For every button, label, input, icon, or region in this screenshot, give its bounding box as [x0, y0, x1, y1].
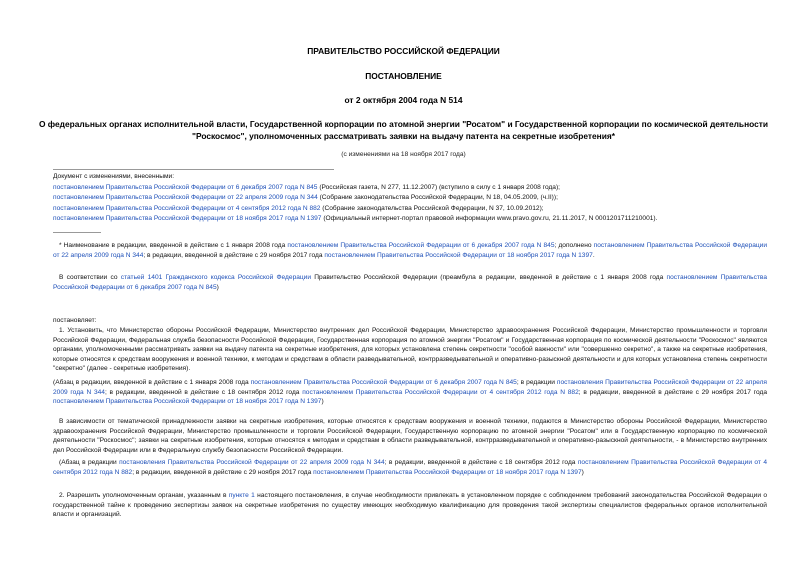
amendment-link[interactable]: постановлением Правительства Российской Федерации от 6 декабря 2007 года N 845	[53, 183, 318, 191]
amendment-link[interactable]: постановлением Правительства Российской Федерации от 18 ноября 2017 года N 1397	[53, 215, 322, 223]
changes-note: (с изменениями на 18 ноября 2017 года)	[341, 151, 466, 158]
amendment-item	[53, 214, 657, 225]
clause-1-paragraph: 1. Установить, что Министерство обороны Российской Федерации, Министерство внутренних дел Российской Федерации, Министерство здравоохранения Российской Федерации, Министерство промышленности и торговли Российской Федерации, Федеральная служба безопасности Российской Федерации, Государственная корпорация по атомной энергии "Росатом" и Государственная корпорация по космической деятельности "Роскосмос" являются органами, уполномоченными рассматривать заявки на выдачу патента на секретные изобретения, для которых установлена степень секретности "особой важности" или "совершенно секретно", а также на секретные изобретения, которые относятся к средствам вооружения и военной техники, к методам и средствам в области разведывательной, контрразведывательной и оперативно-разыскной деятельности и для которых установлена степень секретности "секретно" (далее - секретные изобретения).	[53, 327, 767, 373]
note-link-1397[interactable]: постановлением Правительства Российской Федерации от 18 ноября 2017 года N 1397	[313, 468, 582, 476]
footnote-text: ; в редакции, введенной в действие с 29 ноября 2017 года	[143, 251, 325, 259]
note-link-882[interactable]: постановлением Правительства Российской Федерации от 4 сентября 2012 года N 882	[53, 459, 767, 476]
note-text: (Абзац в редакции, введенной в действие с 1 января 2008 года	[53, 379, 251, 386]
note-link-1397[interactable]: постановлением Правительства Российской Федерации от 18 ноября 2017 года N 1397	[53, 398, 322, 406]
note-text: )	[321, 398, 324, 406]
civil-code-article-link[interactable]: статьей 1401 Гражданского кодекса Российской Федерации	[120, 274, 312, 281]
preamble-link-845[interactable]: постановлением Правительства Российской Федерации от 6 декабря 2007 года N 845	[53, 274, 767, 291]
preamble-paragraph	[53, 273, 767, 292]
amendments-list	[53, 172, 657, 225]
footnote-link-344[interactable]: постановлением Правительства Российской Федерации от 22 апреля 2009 года N 344	[53, 242, 767, 259]
clause-1-reference-link[interactable]: пункте 1	[228, 492, 255, 499]
footnote-text: .	[592, 251, 595, 259]
preamble-text: В соответствии со	[59, 274, 121, 281]
decree-verb: постановляет:	[53, 317, 97, 324]
amendment-item	[53, 204, 657, 215]
clause-1-second-paragraph: В зависимости от тематической принадлежности заявки на секретные изобретения, которые относятся к средствам вооружения и военной техники, подаются в Министерство обороны Российской Федерации, Министерство здравоохранения Российской Федерации, Министерство промышленности и торговли Российской Федерации, Государственную корпорацию по атомной энергии "Росатом" или в Государственную корпорацию по космической деятельности "Роскосмос"; заявки на секретные изобретения, которые относятся к методам и средствам в области разведывательной, контрразведывательной и оперативно-разыскной деятельности, - в Министерство внутренних дел Российской Федерации или в Федеральную службу безопасности Российской Федерации.	[53, 418, 767, 454]
amendment-source: (Собрание законодательства Российской Федерации, N 37, 10.09.2012);	[320, 204, 544, 212]
preamble-text: Правительство Российской Федерации (преамбула в редакции, введенной в действие с 1 января 2008 года	[311, 274, 667, 281]
amendments-top-divider	[53, 169, 334, 170]
note-text: ; в редакции, введенной в действие с 18 сентября 2012 года	[104, 388, 303, 396]
preamble-text: )	[216, 283, 219, 291]
footnote-text: * Наименование в редакции, введенной в действие с 1 января 2008 года	[59, 242, 288, 249]
clause-2-text: настоящего постановления, в случае необходимости привлекать в установленном порядке с соблюдением требований законодательства Российской Федерации о государственной тайне к проведению экспертизы заявок на секретные изобретения по существу имеющих необходимую квалификацию для проведения такой экспертизы специалистов федеральных органов исполнительной власти и организаций.	[53, 492, 767, 519]
note-text: )	[581, 468, 584, 476]
footnote-link-845[interactable]: постановлением Правительства Российской Федерации от 6 декабря 2007 года N 845	[287, 242, 555, 249]
note-link-344[interactable]: постановления Правительства Российской Федерации от 22 апреля 2009 года N 344	[53, 379, 767, 396]
note-link-344[interactable]: постановления Правительства Российской Федерации от 22 апреля 2009 года N 344	[119, 459, 385, 466]
document-type-heading: ПОСТАНОВЛЕНИЕ	[365, 71, 442, 81]
note-text: ; в редакции, введенной в действие с 29 ноября 2017 года	[578, 388, 767, 396]
clause-1-edit-note	[53, 378, 767, 407]
footnote-text: ; дополнено	[554, 242, 594, 249]
clause-2-text: 2. Разрешить уполномоченным органам, указанным в	[59, 492, 229, 499]
clause-1-second-edit-note	[53, 458, 767, 477]
government-heading: ПРАВИТЕЛЬСТВО РОССИЙСКОЙ ФЕДЕРАЦИИ	[307, 46, 500, 56]
note-link-845[interactable]: постановлением Правительства Российской Федерации от 6 декабря 2007 года N 845	[250, 379, 517, 386]
amendments-intro: Документ с изменениями, внесенными:	[53, 173, 175, 180]
amendment-source: (Официальный интернет-портал правовой информации www.pravo.gov.ru, 21.11.2017, N 0001201711210001).	[321, 215, 658, 223]
clause-2-paragraph	[53, 491, 767, 520]
document-date-number: от 2 октября 2004 года N 514	[344, 95, 463, 105]
amendment-link[interactable]: постановлением Правительства Российской Федерации от 4 сентября 2012 года N 882	[53, 204, 321, 212]
amendment-source: (Собрание законодательства Российской Федерации, N 18, 04.05.2009, (ч.II));	[317, 194, 558, 202]
amendment-source: (Российская газета, N 277, 11.12.2007) (вступило в силу с 1 января 2008 года);	[317, 183, 561, 191]
title-footnote	[53, 241, 767, 260]
amendment-link[interactable]: постановлением Правительства Российской Федерации от 22 апреля 2009 года N 344	[53, 194, 318, 202]
note-text: ; в редакции, введенной в действие с 29 ноября 2017 года	[132, 468, 314, 476]
document-title: О федеральных органах исполнительной власти, Государственной корпорации по атомной энергии "Росатом" и Государственной корпорации по космической деятельности "Роскосмос", уполномоченных рассматривать заявки на выдачу патента на секретные изобретения*	[38, 119, 769, 141]
footnote-divider	[53, 232, 101, 233]
amendment-item	[53, 183, 657, 194]
footnote-link-1397[interactable]: постановлением Правительства Российской Федерации от 18 ноября 2017 года N 1397	[324, 251, 593, 259]
note-text: (Абзац в редакции	[59, 459, 120, 466]
note-text: ; в редакции	[516, 379, 557, 386]
note-link-882[interactable]: постановлением Правительства Российской Федерации от 4 сентября 2012 года N 882	[302, 388, 579, 396]
note-text: ; в редакции, введенной в действие с 18 сентября 2012 года	[384, 459, 578, 466]
amendment-item	[53, 193, 657, 204]
